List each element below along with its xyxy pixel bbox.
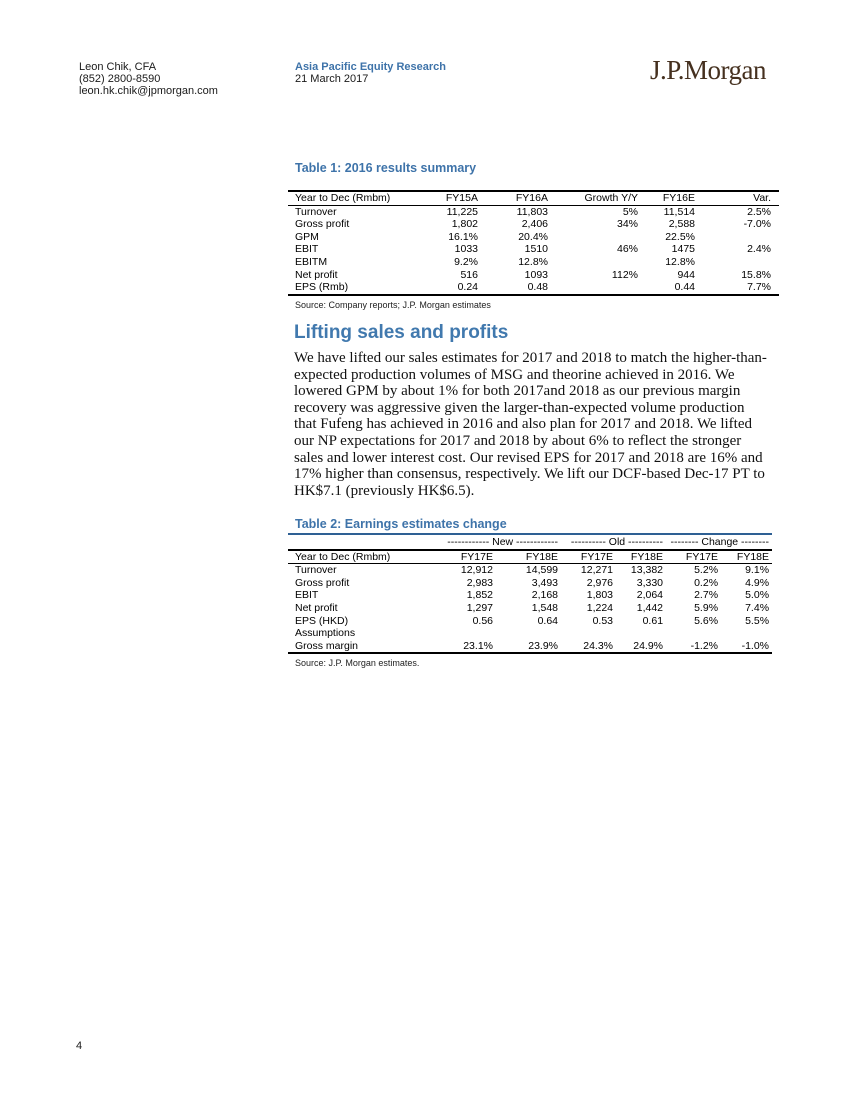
table-cell: 14,599 bbox=[525, 564, 559, 577]
table-cell: 3,330 bbox=[636, 576, 664, 589]
table-cell: 0.53 bbox=[592, 614, 614, 627]
table-row bbox=[288, 218, 779, 231]
table-cell: 20.4% bbox=[518, 230, 548, 243]
table-cell: 5.9% bbox=[694, 601, 719, 614]
table-cell: -1.2% bbox=[663, 640, 718, 654]
table-cell: 1,442 bbox=[636, 601, 664, 614]
header-cell: FY18E bbox=[493, 550, 558, 564]
table-cell: 2,064 bbox=[636, 589, 664, 602]
table-cell: 24.3% bbox=[558, 640, 613, 654]
table-cell: EBIT bbox=[295, 243, 319, 256]
header-cell: FY16A bbox=[478, 191, 548, 205]
table-cell: 0.56 bbox=[472, 614, 493, 627]
table-cell: 46% bbox=[616, 243, 638, 256]
table-cell: 15.8% bbox=[741, 268, 771, 281]
table-cell: 0.64 bbox=[537, 614, 559, 627]
header-cell: FY18E bbox=[613, 550, 663, 564]
header-cell: ------------ New ------------ bbox=[428, 536, 558, 550]
table-cell: 11,803 bbox=[516, 205, 548, 218]
table-cell bbox=[695, 256, 779, 269]
table-cell: 7.4% bbox=[745, 601, 770, 614]
table-cell: Assumptions bbox=[295, 627, 356, 640]
table-row bbox=[288, 640, 772, 654]
table-cell: 1,803 bbox=[586, 589, 614, 602]
header-cell: -------- Change -------- bbox=[663, 536, 772, 550]
table-cell: Net profit bbox=[295, 268, 338, 281]
table-cell: 12.8% bbox=[518, 255, 548, 268]
table-cell: 2.7% bbox=[694, 589, 719, 602]
table-cell: 0.2% bbox=[694, 576, 719, 589]
table-cell: Turnover bbox=[295, 205, 337, 218]
table-cell: 1093 bbox=[524, 268, 548, 281]
header-cell: FY17E bbox=[558, 550, 613, 564]
header-cell: FY15A bbox=[421, 191, 478, 205]
results-summary-section bbox=[288, 161, 779, 310]
analyst-phone: (852) 2800-8590 bbox=[79, 73, 161, 86]
table-row bbox=[288, 589, 772, 602]
table-cell: 1,224 bbox=[586, 601, 614, 614]
table-row bbox=[288, 269, 779, 282]
table-row bbox=[288, 281, 779, 295]
table-cell: 1475 bbox=[671, 243, 695, 256]
table-cell bbox=[663, 627, 718, 640]
jpmorgan-logo: J.P.Morgan bbox=[649, 55, 766, 85]
table-cell: 5.0% bbox=[745, 589, 770, 602]
table-cell: 0.61 bbox=[642, 614, 664, 627]
analyst-name: Leon Chik, CFA bbox=[79, 61, 157, 73]
table-cell: 9.1% bbox=[745, 564, 770, 577]
header-cell: FY18E bbox=[718, 550, 772, 564]
table-cell: 1,802 bbox=[451, 218, 478, 231]
table-cell: 0.44 bbox=[638, 281, 695, 295]
table-cell: Net profit bbox=[295, 601, 338, 614]
table-cell: 0.48 bbox=[478, 281, 548, 295]
table-cell bbox=[548, 256, 638, 269]
table-cell: 4.9% bbox=[745, 576, 770, 589]
table-cell: 2,983 bbox=[466, 576, 493, 589]
body-paragraph: We have lifted our sales estimates for 2017 and 2018 to match the higher-than-expected production volumes of MSG and theorine achieved in 2016. We lowered GPM by about 1% for both 2017and 2018 as our previous margin recovery was aggressive given the larger-than-expected volume production that Fufeng has achieved in 2016 and also plan for 2017 and 2018. We lifted our NP expectations for 2017 and 2018 by about 6% to reflect the stronger sales and lower interest cost. Our revised EPS for 2017 and 2018 are 16% and 17% higher than consensus, respectively. We lift our DCF-based Dec-17 PT to HK$7.1 (previously HK$6.5). bbox=[294, 350, 767, 499]
table-cell: EPS (Rmb) bbox=[288, 281, 421, 295]
table-cell: Gross margin bbox=[288, 640, 428, 654]
section-heading: Lifting sales and profits bbox=[294, 322, 509, 343]
table-cell: 1,297 bbox=[466, 601, 493, 614]
column-header-row bbox=[288, 550, 772, 564]
table-cell: 3,493 bbox=[531, 576, 559, 589]
table-cell bbox=[695, 231, 779, 244]
table-cell: 0.24 bbox=[421, 281, 478, 295]
table-cell: 2,976 bbox=[586, 576, 614, 589]
table-cell: EPS (HKD) bbox=[295, 614, 349, 627]
table-row bbox=[288, 564, 772, 577]
table-cell: 5.6% bbox=[694, 614, 719, 627]
table-cell: 2.4% bbox=[747, 243, 771, 256]
table-cell: GPM bbox=[295, 230, 319, 243]
table1-title: Table 1: 2016 results summary bbox=[295, 161, 477, 175]
table1-source: Source: Company reports; J.P. Morgan estimates bbox=[295, 299, 491, 310]
table-cell bbox=[718, 627, 772, 640]
assumptions-row bbox=[288, 627, 772, 640]
header-cell: FY17E bbox=[428, 550, 493, 564]
group-header-row bbox=[288, 536, 772, 550]
table-cell: 23.1% bbox=[428, 640, 493, 654]
table-cell: 22.5% bbox=[665, 230, 695, 243]
column-header-row bbox=[288, 191, 779, 205]
earnings-estimates-section bbox=[288, 517, 772, 668]
table-cell: 1,852 bbox=[466, 589, 493, 602]
table-row bbox=[288, 205, 779, 218]
table-cell bbox=[558, 627, 613, 640]
table-cell: 112% bbox=[611, 268, 638, 281]
table-cell bbox=[428, 627, 493, 640]
table-row bbox=[288, 602, 772, 615]
table-cell: 516 bbox=[460, 268, 478, 281]
table-cell: 16.1% bbox=[448, 230, 478, 243]
table-cell bbox=[493, 627, 558, 640]
analyst-email: leon.hk.chik@jpmorgan.com bbox=[79, 85, 218, 98]
results-summary-table bbox=[288, 190, 779, 296]
table-cell: 2,588 bbox=[668, 218, 695, 231]
header-cell: FY16E bbox=[638, 191, 695, 205]
table-cell: 2,406 bbox=[521, 218, 548, 231]
table-cell: 12,912 bbox=[460, 564, 493, 577]
table-cell: 1510 bbox=[524, 243, 548, 256]
header-cell: Year to Dec (Rmbm) bbox=[288, 191, 421, 205]
table-row bbox=[288, 256, 779, 269]
table-cell: 944 bbox=[677, 268, 695, 281]
header-cell bbox=[288, 536, 428, 550]
header-cell: Var. bbox=[695, 191, 779, 205]
header-cell: Year to Dec (Rmbm) bbox=[288, 550, 428, 564]
analyst-contact-block bbox=[79, 61, 218, 98]
table-cell: Turnover bbox=[295, 564, 337, 577]
table-cell: -1.0% bbox=[718, 640, 772, 654]
table-cell bbox=[548, 281, 638, 295]
table-cell: 24.9% bbox=[613, 640, 663, 654]
table-cell: 34% bbox=[616, 218, 638, 231]
table-cell: 1,548 bbox=[531, 601, 559, 614]
table-cell: 5.5% bbox=[745, 614, 770, 627]
table-row bbox=[288, 243, 779, 256]
table-cell: 23.9% bbox=[493, 640, 558, 654]
header-cell: ---------- Old ---------- bbox=[558, 536, 663, 550]
header-cell: Growth Y/Y bbox=[548, 191, 638, 205]
table-cell: -7.0% bbox=[743, 218, 771, 231]
table-cell: Gross profit bbox=[295, 576, 350, 589]
table-cell: 11,225 bbox=[446, 205, 478, 218]
table-cell: 11,514 bbox=[663, 205, 695, 218]
header-cell: FY17E bbox=[663, 550, 718, 564]
table-cell: 5% bbox=[622, 205, 638, 218]
report-date: 21 March 2017 bbox=[295, 73, 369, 86]
table-row bbox=[288, 615, 772, 628]
earnings-estimates-table bbox=[288, 536, 772, 654]
table-cell: EBIT bbox=[295, 589, 319, 602]
table-cell: 7.7% bbox=[695, 281, 779, 295]
table-cell: 9.2% bbox=[454, 255, 478, 268]
report-header-block bbox=[295, 61, 446, 85]
table-cell: 2.5% bbox=[747, 205, 771, 218]
table2-source: Source: J.P. Morgan estimates. bbox=[295, 658, 420, 669]
table-cell: 12.8% bbox=[665, 255, 695, 268]
page-number: 4 bbox=[76, 1040, 83, 1052]
table2-title: Table 2: Earnings estimates change bbox=[288, 517, 772, 535]
table-cell: 1033 bbox=[454, 243, 478, 256]
table-cell: 12,271 bbox=[580, 564, 614, 577]
table-cell: 13,382 bbox=[630, 564, 664, 577]
table-row bbox=[288, 231, 779, 244]
table-cell bbox=[613, 627, 663, 640]
table-cell: 2,168 bbox=[531, 589, 559, 602]
table-cell: Gross profit bbox=[295, 218, 350, 231]
table-cell: 5.2% bbox=[694, 564, 719, 577]
table-cell bbox=[548, 231, 638, 244]
research-division: Asia Pacific Equity Research bbox=[295, 61, 447, 73]
table-row bbox=[288, 577, 772, 590]
table-cell: EBITM bbox=[295, 255, 328, 268]
